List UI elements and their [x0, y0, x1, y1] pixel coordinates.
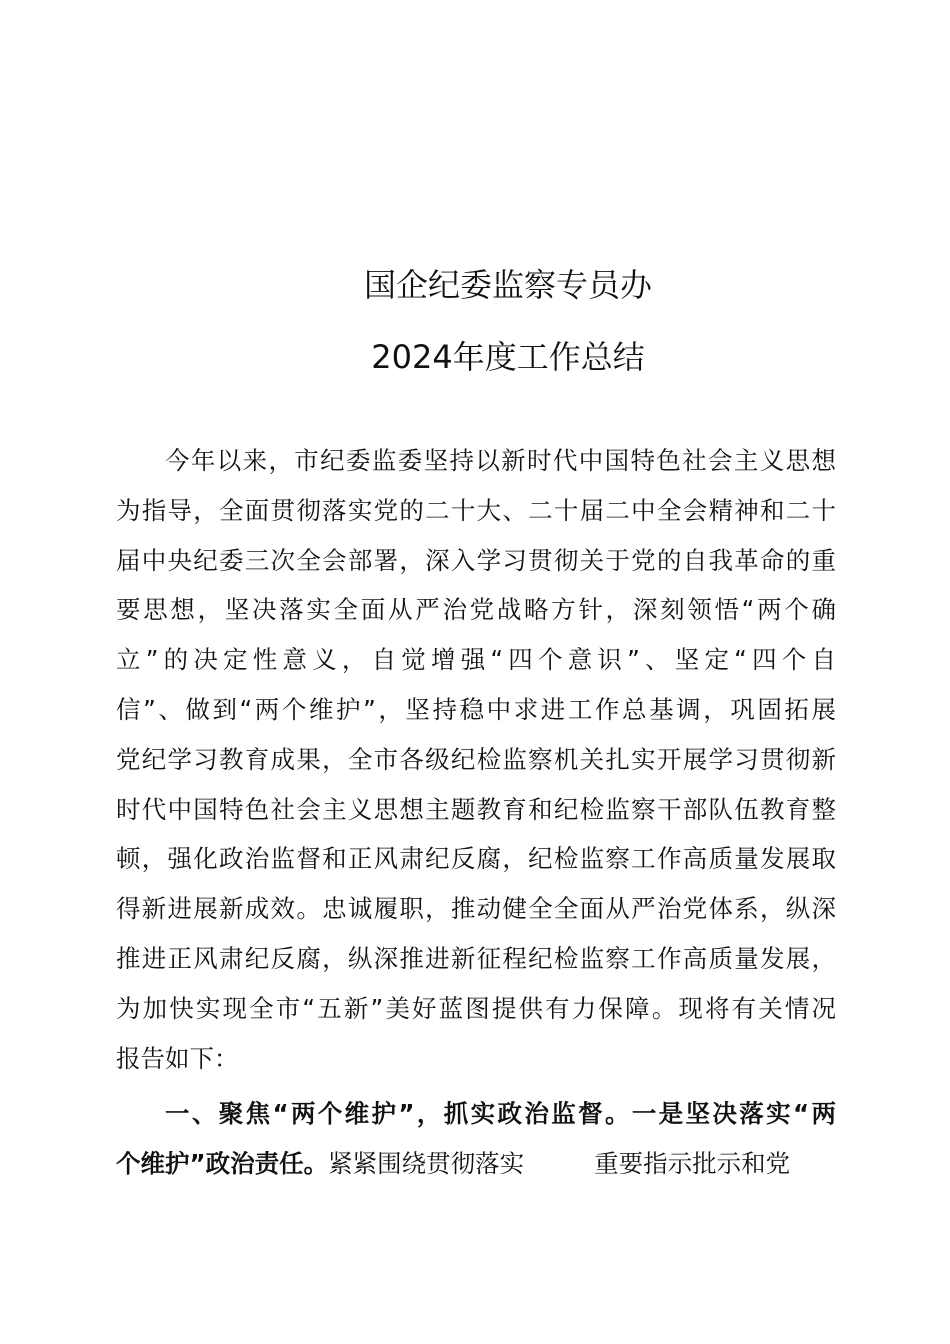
paragraph-line: 推进正风肃纪反腐，纵深推进新征程纪检监察工作高质量发展， — [116, 943, 836, 973]
section-heading-line: 一、聚焦“两个维护”，抓实政治监督。一是坚决落实“两 — [165, 1099, 836, 1129]
paragraph-line: 立”的决定性意义，自觉增强“四个意识”、坚定“四个自 — [116, 645, 836, 675]
document-title-line-2: 2024年度工作总结 — [371, 338, 645, 376]
section-subheading: 个维护”政治责任。 — [116, 1149, 329, 1179]
section-text-b: 重要指示批示和党 — [594, 1149, 791, 1179]
section-text-a: 紧紧围绕贯彻落实 — [328, 1149, 525, 1179]
intro-paragraph — [116, 436, 836, 1083]
paragraph-line: 时代中国特色社会主义思想主题教育和纪检监察干部队伍教育整 — [116, 794, 836, 824]
paragraph-line: 为指导，全面贯彻落实党的二十大、二十届二中全会精神和二十 — [116, 495, 836, 525]
paragraph-line: 信”、做到“两个维护”，坚持稳中求进工作总基调，巩固拓展 — [116, 694, 836, 724]
document-body — [116, 436, 836, 1189]
paragraph-line: 届中央纪委三次全会部署，深入学习贯彻关于党的自我革命的重 — [116, 545, 836, 575]
paragraph-line: 为加快实现全市“五新”美好蓝图提供有力保障。现将有关情况 — [116, 993, 836, 1023]
paragraph-line: 得新进展新成效。忠诚履职，推动健全全面从严治党体系，纵深 — [116, 894, 836, 924]
paragraph-line: 报告如下： — [116, 1043, 239, 1073]
paragraph-line: 今年以来，市纪委监委坚持以新时代中国特色社会主义思想 — [165, 446, 836, 475]
paragraph-line — [116, 1139, 836, 1189]
paragraph-line: 要思想，坚决落实全面从严治党战略方针，深刻领悟“两个确 — [116, 595, 836, 625]
section-1-paragraph — [116, 1089, 836, 1189]
document-title-line-1: 国企纪委监察专员办 — [363, 266, 652, 304]
paragraph-line: 党纪学习教育成果，全市各级纪检监察机关扎实开展学习贯彻新 — [116, 744, 836, 774]
paragraph-line: 顿，强化政治监督和正风肃纪反腐，纪检监察工作高质量发展取 — [116, 844, 836, 874]
